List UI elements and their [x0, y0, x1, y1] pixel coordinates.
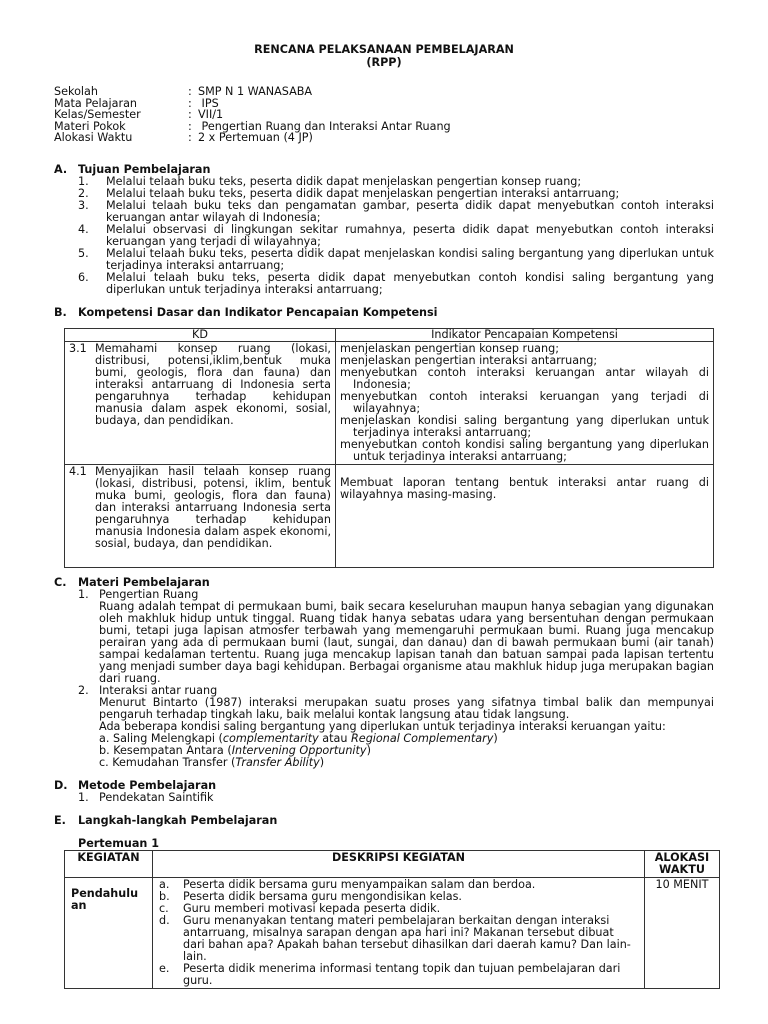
info-value: VII/1	[198, 108, 224, 122]
info-label: Alokasi Waktu	[54, 131, 133, 145]
kd-cell	[65, 341, 336, 464]
section-letter: E.	[54, 813, 66, 827]
list-text: Melalui telaah buku teks dan pengamatan gambar, peserta didik dapat menyebutkan contoh interaksi keruangan antar wilayah di Indonesia;	[106, 198, 714, 224]
section-e-heading	[54, 815, 714, 827]
materi-subtitle: Interaksi antar ruang	[99, 683, 218, 697]
section-letter: B.	[54, 305, 67, 319]
list-number: 4.	[78, 222, 89, 236]
indikator-item: Membuat laporan tentang bentuk interaksi antar ruang di wilayahnya masing-masing.	[340, 475, 709, 501]
info-label: Sekolah	[54, 85, 98, 98]
indikator-item: menyebutkan contoh interaksi keruangan yang terjadi di wilayahnya;	[340, 389, 709, 415]
kd-table	[64, 328, 714, 568]
column-header-deskripsi: DESKRIPSI KEGIATAN	[153, 850, 645, 877]
materi-paragraph: Ruang adalah tempat di permukaan bumi, baik secara keseluruhan maupun hanya sebagian yang digunakan oleh makhluk hidup untuk tinggal. Ruang tidak hanya sebatas udara yang bersentuhan dengan permukaan bumi, tetapi juga lapisan atmosfer terbawah yang memengaruhi permukaan bumi. Ruang juga mencakup perairan yang ada di permukaan bumi (laut, sungai, dan danau) dan di bawah permukaan bumi (air tanah) sampai kedalaman tertentu. Ruang juga mencakup lapisan tanah dan batuan sampai pada lapisan tertentu yang menjadi sumber daya bagi kehidupan. Berbagai organisme atau makhluk hidup juga merupakan bagian dari ruang.	[99, 599, 714, 685]
list-number: 2.	[78, 186, 89, 200]
list-item: e. Peserta didik menerima informasi tentang topik dan tujuan pembelajaran dari guru.	[159, 961, 621, 987]
objectives-list	[54, 176, 714, 296]
indikator-item: menjelaskan pengertian konsep ruang;	[340, 341, 559, 355]
table-row	[65, 464, 714, 567]
indikator-cell	[336, 464, 714, 567]
column-header-alokasi: ALOKASI WAKTU	[645, 850, 720, 877]
list-item	[54, 272, 714, 296]
info-separator: :	[188, 108, 192, 122]
info-value: IPS	[198, 96, 219, 110]
info-separator: :	[188, 119, 192, 133]
section-title: Materi Pembelajaran	[78, 575, 210, 589]
section-title: Kompetensi Dasar dan Indikator Pencapaian Kompetensi	[78, 305, 438, 319]
section-letter: D.	[54, 778, 68, 792]
table-row	[65, 341, 714, 464]
list-text: Melalui observasi di lingkungan sekitar rumahnya, peserta didik dapat menyebutkan contoh interaksi keruangan yang terjadi di wilayahnya;	[106, 222, 714, 248]
list-item: c. Guru memberi motivasi kepada peserta didik.	[159, 901, 441, 915]
indikator-item: menyebutkan contoh kondisi saling bergantung yang diperlukan untuk terjadinya interaksi antarruang;	[340, 437, 709, 463]
info-row	[54, 86, 714, 98]
kd-text: Menyajikan hasil telaah konsep ruang (lokasi, distribusi, potensi, iklim, bentuk muka bumi, geologis, flora dan fauna) dan interaksi antarruang Indonesia serta pengaruhnya terhadap kehidupan manusia Indonesia dalam aspek ekonomi, sosial, budaya, dan pendidikan.	[95, 464, 331, 550]
document-subtitle: (RPP)	[366, 56, 402, 69]
info-label: Materi Pokok	[54, 119, 126, 133]
info-label: Kelas/Semester	[54, 108, 141, 122]
list-text: Melalui telaah buku teks, peserta didik dapat menjelaskan pengertian konsep ruang;	[106, 174, 582, 188]
materi-paragraph: Ada beberapa kondisi saling bergantung yang diperlukan untuk terjadinya interaksi keruangan yaitu:	[99, 719, 666, 733]
column-header-kd: KD	[65, 328, 336, 341]
kegiatan-label: Pendahulu an	[65, 877, 153, 988]
section-b-heading	[54, 307, 714, 319]
list-text: Melalui telaah buku teks, peserta didik dapat menyebutkan contoh kondisi saling bergantung yang diperlukan untuk terjadinya interaksi antarruang;	[106, 270, 714, 296]
kd-cell	[65, 464, 336, 567]
materi-paragraph: Menurut Bintarto (1987) interaksi merupakan suatu proses yang sifatnya timbal balik dan mempunyai pengaruh terhadap tingkah laku, baik melalui kontak langsung atau tidak langsung.	[99, 695, 714, 721]
document-title: RENCANA PELAKSANAAN PEMBELAJARAN	[254, 43, 514, 56]
info-row	[54, 132, 714, 144]
kd-text: Memahami konsep ruang (lokasi, distribusi, potensi,iklim,bentuk muka bumi, geologis, flora dan fauna) dan interaksi antarruang di Indonesia serta pengaruhnya terhadap kehidupan manusia dalam aspek ekonomi, sosial, budaya, dan pendidikan.	[95, 341, 331, 427]
list-item	[54, 224, 714, 248]
info-value: Pengertian Ruang dan Interaksi Antar Ruang	[198, 119, 451, 133]
kegiatan-table	[64, 850, 720, 989]
info-separator: :	[188, 96, 192, 110]
list-number: 6.	[78, 270, 89, 284]
info-block	[54, 86, 714, 144]
alokasi-cell: 10 MENIT	[645, 877, 720, 988]
indikator-item: menyebutkan contoh interaksi keruangan antar wilayah di Indonesia;	[340, 365, 709, 391]
materi-subtitle: Pengertian Ruang	[99, 587, 199, 601]
section-letter: A.	[54, 162, 68, 176]
list-text: Pendekatan Saintifik	[99, 790, 214, 804]
table-header-row	[65, 328, 714, 341]
kd-number: 3.1	[69, 341, 87, 355]
list-item: a. Peserta didik bersama guru menyampaikan salam dan berdoa.	[159, 877, 536, 891]
list-item	[54, 200, 714, 224]
list-item: b. Peserta didik bersama guru mengondisikan kelas.	[159, 889, 462, 903]
info-value: SMP N 1 WANASABA	[198, 85, 313, 98]
kd-number: 4.1	[69, 464, 87, 478]
pertemuan-label: Pertemuan 1	[78, 836, 160, 850]
info-label: Mata Pelajaran	[54, 96, 138, 110]
indikator-cell	[336, 341, 714, 464]
column-header-kegiatan: KEGIATAN	[65, 850, 153, 877]
condition-item: c. Kemudahan Transfer (Transfer Ability)	[99, 755, 325, 769]
info-value: 2 x Pertemuan (4 JP)	[198, 131, 313, 145]
section-title: Metode Pembelajaran	[78, 778, 217, 792]
table-row	[65, 877, 720, 988]
section-letter: C.	[54, 575, 67, 589]
section-title: Tujuan Pembelajaran	[78, 162, 211, 176]
list-number: 3.	[78, 198, 89, 212]
list-item	[54, 248, 714, 272]
info-separator: :	[188, 85, 192, 98]
deskripsi-cell	[153, 877, 645, 988]
info-row	[54, 121, 714, 133]
list-text: Melalui telaah buku teks, peserta didik dapat menjelaskan kondisi saling bergantung yang diperlukan untuk terjadinya interaksi antarruang;	[106, 246, 714, 272]
condition-item: a. Saling Melengkapi (complementarity atau Regional Complementary)	[99, 731, 498, 745]
list-text: Melalui telaah buku teks, peserta didik dapat menjelaskan pengertian interaksi antarruang;	[106, 186, 620, 200]
column-header-indikator: Indikator Pencapaian Kompetensi	[336, 328, 714, 341]
table-header-row	[65, 850, 720, 877]
info-row	[54, 98, 714, 110]
list-number: 5.	[78, 246, 89, 260]
list-item	[54, 792, 714, 804]
condition-item: b. Kesempatan Antara (Intervening Opportunity)	[99, 743, 371, 757]
list-number: 1.	[78, 174, 89, 188]
list-number: 1.	[78, 587, 89, 601]
info-separator: :	[188, 131, 192, 145]
indikator-item: menjelaskan kondisi saling bergantung yang diperlukan untuk terjadinya interaksi antarruang;	[340, 413, 709, 439]
list-number: 1.	[78, 790, 89, 804]
list-item: d. Guru menanyakan tentang materi pembelajaran berkaitan dengan interaksi antarruang, misalnya sarapan dengan apa hari ini? Makanan tersebut dibuat dari bahan apa? Apakah bahan tersebut dihasilkan dari daerah kamu? Dan lain-lain.	[159, 913, 631, 963]
section-title: Langkah-langkah Pembelajaran	[78, 813, 278, 827]
list-number: 2.	[78, 683, 89, 697]
indikator-item: menjelaskan pengertian interaksi antarruang;	[340, 353, 598, 367]
document-header	[54, 40, 714, 69]
